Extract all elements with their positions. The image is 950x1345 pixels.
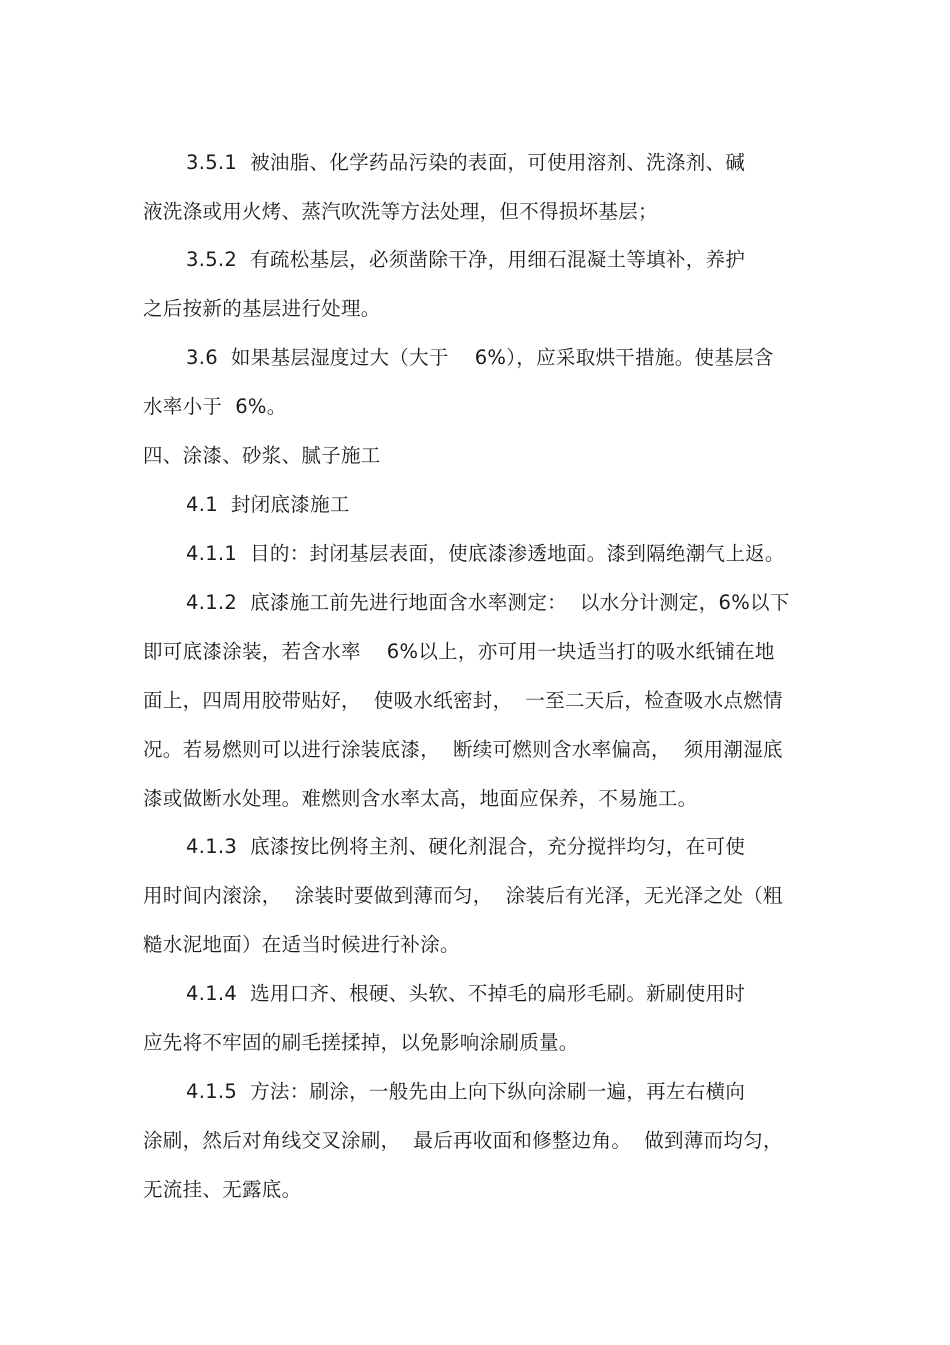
paragraph-3-5-2-line-1: 3.5.2 有疏松基层，必须凿除干净，用细石混凝土等填补，养护 xyxy=(186,248,746,271)
paragraph-3-5-1-line-2: 液洗涤或用火烤、蒸汽吹洗等方法处理，但不得损坏基层； xyxy=(143,200,658,223)
paragraph-4-1-2-line-2: 即可底漆涂装，若含水率 6%以上，亦可用一块适当打的吸水纸铺在地 xyxy=(143,640,775,663)
paragraph-4-1-2-line-4: 况。若易燃则可以进行涂装底漆， 断续可燃则含水率偏高， 须用潮湿底 xyxy=(143,738,783,761)
paragraph-4-1-5-line-1: 4.1.5 方法：刷涂，一般先由上向下纵向涂刷一遍，再左右横向 xyxy=(186,1080,746,1103)
paragraph-4-1-2-line-3: 面上，四周用胶带贴好， 使吸水纸密封， 一至二天后，检查吸水点燃情 xyxy=(143,689,783,712)
paragraph-4-1-3-line-2: 用时间内滚涂， 涂装时要做到薄而匀， 涂装后有光泽，无光泽之处（粗 xyxy=(143,884,783,907)
paragraph-4-1-3-line-3: 糙水泥地面）在适当时候进行补涂。 xyxy=(143,933,460,956)
paragraph-4-1-3-line-1: 4.1.3 底漆按比例将主剂、硬化剂混合，充分搅拌均匀，在可使 xyxy=(186,835,746,858)
paragraph-3-6-line-2: 水率小于 6%。 xyxy=(143,395,287,418)
section-4-heading: 四、涂漆、砂浆、腻子施工 xyxy=(143,444,381,467)
paragraph-3-6-line-1: 3.6 如果基层湿度过大（大于 6%），应采取烘干措施。使基层含 xyxy=(186,346,774,369)
subsection-4-1-heading: 4.1 封闭底漆施工 xyxy=(186,493,350,516)
paragraph-4-1-4-line-2: 应先将不牢固的刷毛搓揉掉，以免影响涂刷质量。 xyxy=(143,1031,579,1054)
paragraph-4-1-1: 4.1.1 目的：封闭基层表面，使底漆渗透地面。漆到隔绝潮气上返。 xyxy=(186,542,785,565)
paragraph-4-1-2-line-1: 4.1.2 底漆施工前先进行地面含水率测定： 以水分计测定，6%以下 xyxy=(186,591,790,614)
paragraph-3-5-2-line-2: 之后按新的基层进行处理。 xyxy=(143,297,381,320)
paragraph-4-1-5-line-2: 涂刷，然后对角线交叉涂刷， 最后再收面和修整边角。 做到薄而均匀， xyxy=(143,1129,783,1152)
paragraph-4-1-4-line-1: 4.1.4 选用口齐、根硬、头软、不掉毛的扁形毛刷。新刷使用时 xyxy=(186,982,746,1005)
paragraph-4-1-5-line-3: 无流挂、无露底。 xyxy=(143,1178,302,1201)
paragraph-3-5-1-line-1: 3.5.1 被油脂、化学药品污染的表面，可使用溶剂、洗涤剂、碱 xyxy=(186,151,746,174)
paragraph-4-1-2-line-5: 漆或做断水处理。难燃则含水率太高，地面应保养，不易施工。 xyxy=(143,787,698,810)
